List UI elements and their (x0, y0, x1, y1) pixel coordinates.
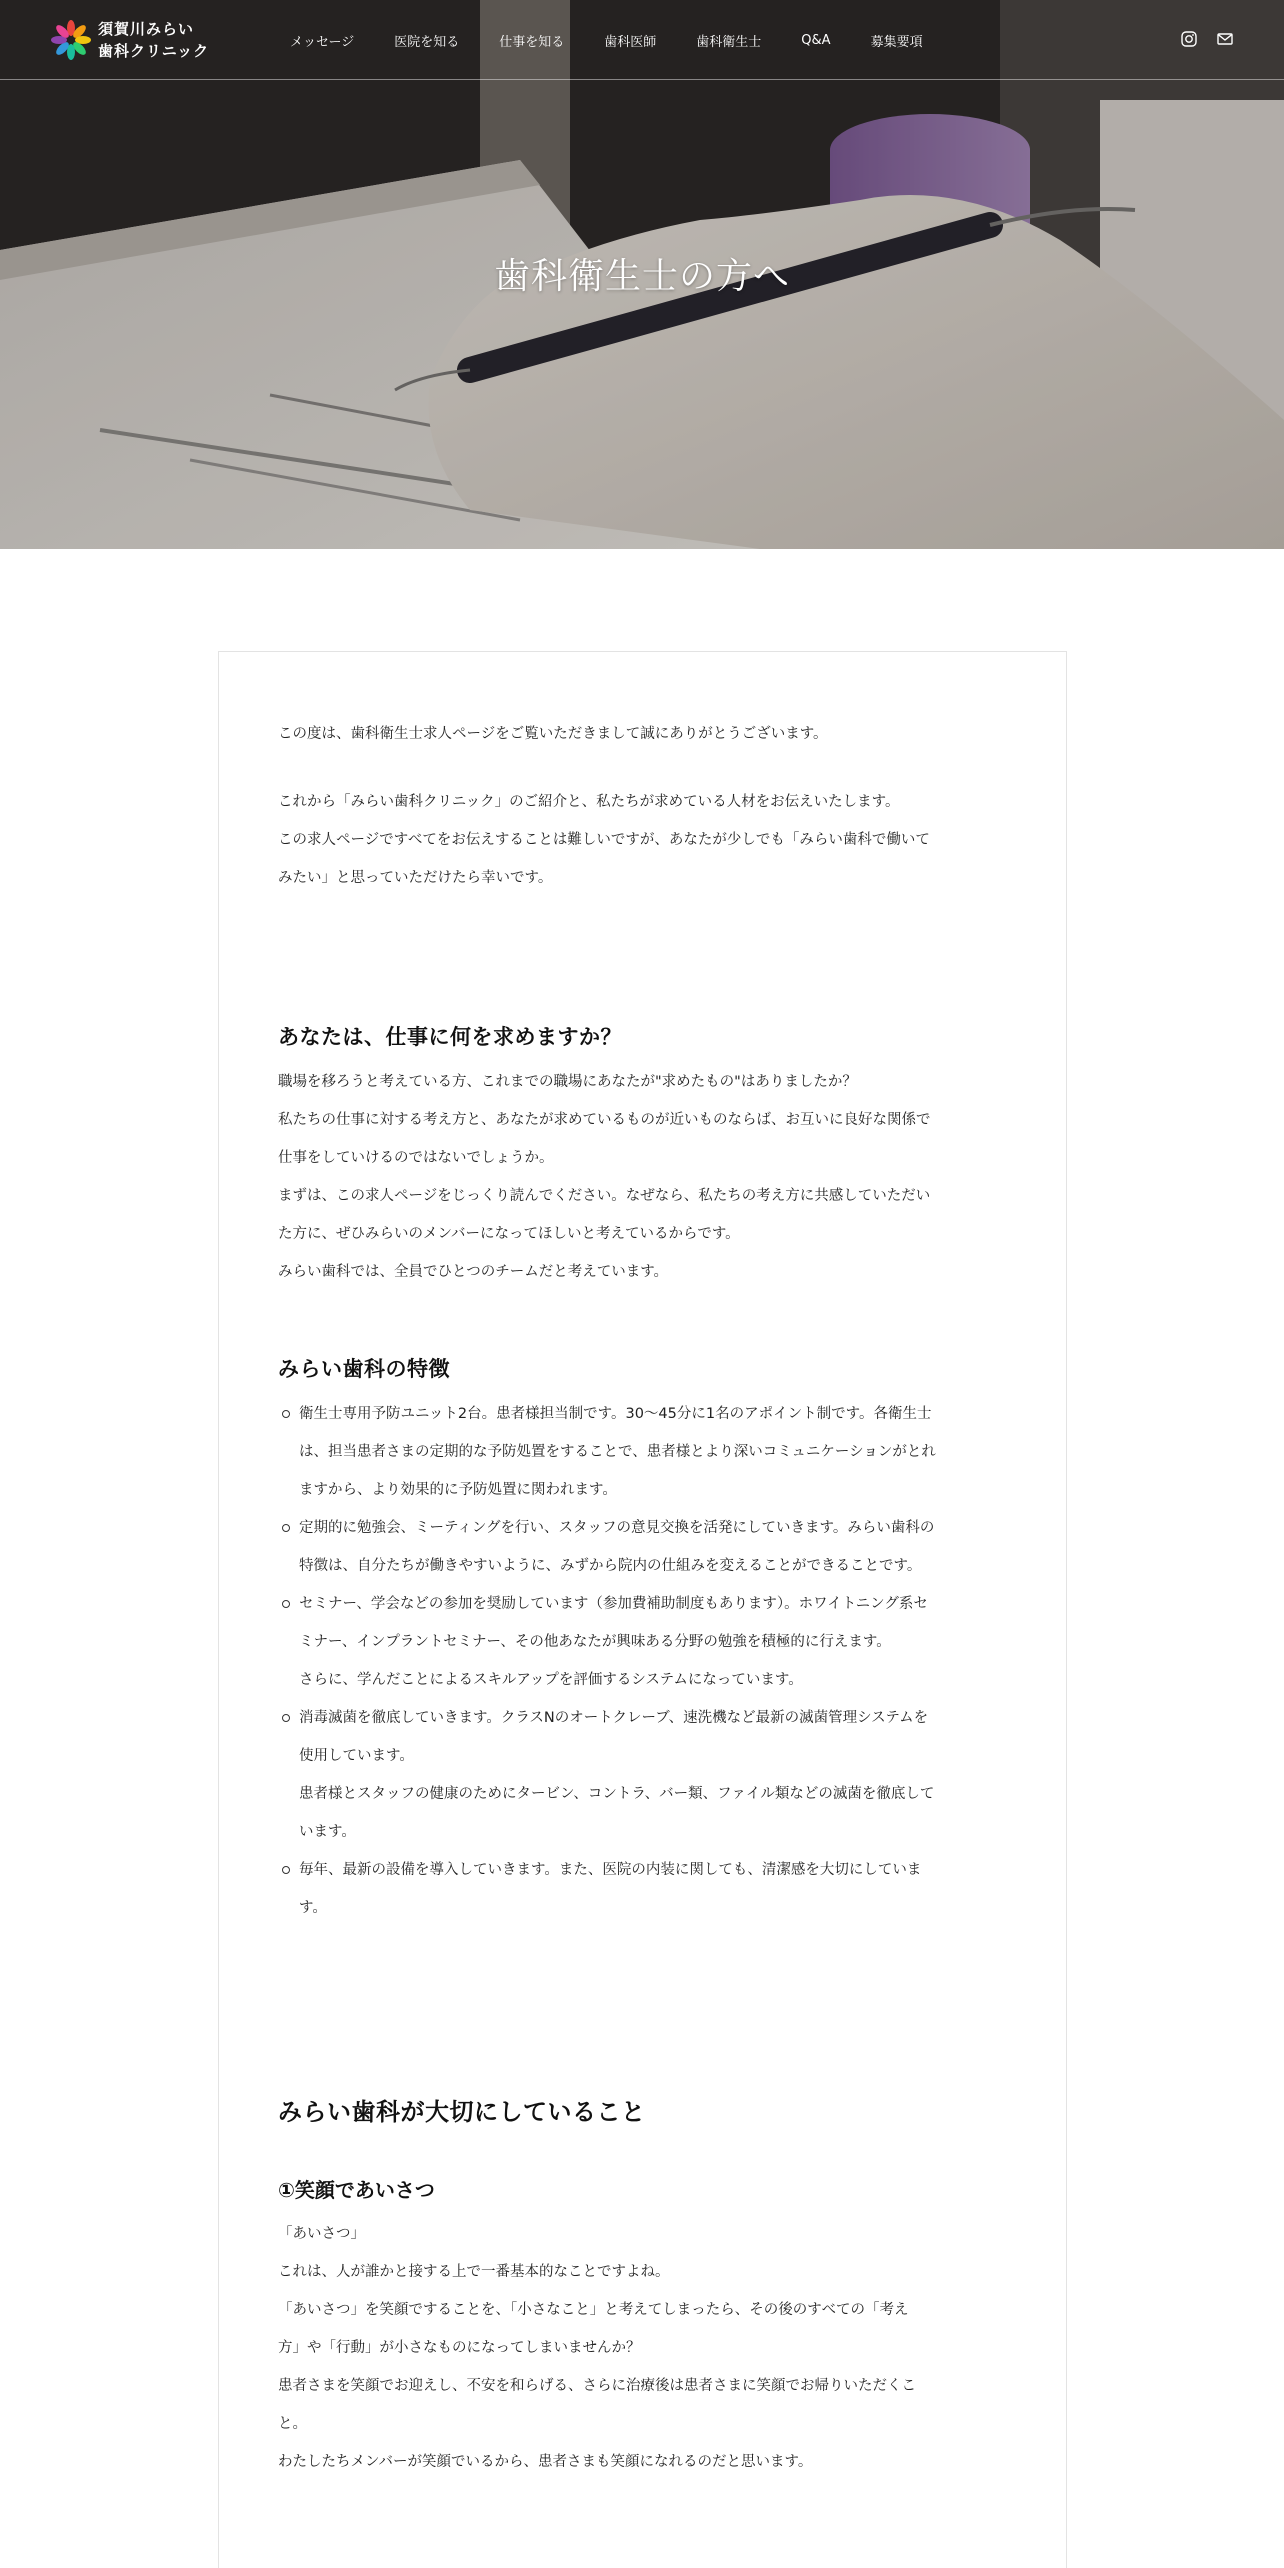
content-body (278, 715, 1008, 2481)
nav-item-about-clinic[interactable]: 医院を知る (394, 34, 460, 50)
body-line: これは、人が誰かと接する上で一番基本的なことですよね。 (278, 2264, 670, 2280)
list-item: 消毒滅菌を徹底していきます。クラスNのオートクレーブ、速洗機など最新の滅菌管理システムを 使用しています。 患者様とスタッフの健康のためにタービン、コントラ、バー類、ファイル類などの滅菌を徹底して います。 (278, 1699, 1008, 1851)
nav-item-hygienist[interactable]: 歯科衛生士 (696, 34, 762, 50)
hero-banner (0, 0, 1284, 549)
clinic-logo[interactable] (50, 18, 209, 62)
page-title: 歯科衛生士の方へ (493, 256, 790, 297)
body-line: 方」や「行動」が小さなものになってしまいませんか？ (278, 2340, 641, 2356)
section-heading-values: みらい歯科が大切にしていること (278, 2098, 646, 2126)
body-line: 職場を移ろうと考えている方、これまでの職場にあなたが"求めたもの"はありましたか？ (278, 1074, 857, 1090)
body-line: 「あいさつ」を笑顔ですることを、「小さなこと」と考えてしまったら、その後のすべての「考え (278, 2302, 909, 2318)
section-heading-features: みらい歯科の特徴 (278, 1357, 450, 1381)
social-links (1180, 30, 1234, 48)
subsection-heading-smile-greeting: ①笑顔であいさつ (278, 2178, 435, 2202)
body-line: と。 (278, 2416, 307, 2432)
instagram-icon[interactable] (1180, 30, 1198, 48)
section-heading-what-you-seek: あなたは、仕事に何を求めますか？ (278, 1025, 622, 1049)
body-line: た方に、ぜひみらいのメンバーになってほしいと考えているからです。 (278, 1226, 740, 1242)
nav-item-message[interactable]: メッセージ (290, 34, 355, 50)
body-line: 仕事をしていけるのではないでしょうか。 (278, 1150, 554, 1166)
body-line: みらい歯科では、全員でひとつのチームだと考えています。 (278, 1264, 669, 1280)
flower-logo-icon (50, 19, 92, 61)
body-line: わたしたちメンバーが笑顔でいるから、患者さまも笑顔になれるのだと思います。 (278, 2454, 813, 2470)
site-header (0, 0, 1284, 80)
intro-paragraph-3a: この求人ページですべてをお伝えすることは難しいですが、あなたが少しでも「みらい歯科で働いて (278, 832, 930, 848)
nav-item-recruitment[interactable]: 募集要項 (870, 34, 923, 50)
section-what-you-seek-body (278, 1063, 1008, 1291)
list-item: 定期的に勉強会、ミーティングを行い、スタッフの意見交換を活発にしていきます。みらい歯科の 特徴は、自分たちが働きやすいように、みずから院内の仕組みを変えることができることです。 (278, 1509, 1008, 1585)
list-item: 衛生士専用予防ユニット2台。患者様担当制です。30〜45分に1名のアポイント制です。各衛生士 は、担当患者さまの定期的な予防処置をすることで、患者様とより深いコミュニケーションがとれ ますから、より効果的に予防処置に関われます。 (278, 1395, 1008, 1509)
nav-item-dentist[interactable]: 歯科医師 (604, 34, 657, 50)
mail-icon[interactable] (1216, 30, 1234, 48)
features-list (278, 1395, 1008, 1927)
nav-item-qa[interactable]: Q&A (801, 32, 831, 48)
clinic-name (98, 18, 209, 62)
intro-paragraph-1: この度は、歯科衛生士求人ページをご覧いただきまして誠にありがとうございます。 (278, 726, 828, 742)
nav-item-about-work[interactable]: 仕事を知る (499, 34, 565, 50)
content-card (218, 651, 1067, 2568)
intro-paragraph-2: これから「みらい歯科クリニック」のご紹介と、私たちが求めている人材をお伝えいたします。 (278, 794, 900, 810)
clinic-name-line1: 須賀川みらい (98, 20, 195, 38)
list-item: セミナー、学会などの参加を奨励しています（参加費補助制度もあります）。ホワイトニング系セ ミナー、インプラントセミナー、その他あなたが興味ある分野の勉強を積極的に行えます。 さらに、学んだことによるスキルアップを評価するシステムになっています。 (278, 1585, 1008, 1699)
body-line: まずは、この求人ページをじっくり読んでください。なぜなら、私たちの考え方に共感していただい (278, 1188, 931, 1204)
list-item: 毎年、最新の設備を導入していきます。また、医院の内装に関しても、清潔感を大切にしていま す。 (278, 1851, 1008, 1927)
subsection-smile-greeting-body (278, 2215, 1008, 2481)
clinic-name-line2: 歯科クリニック (98, 42, 210, 60)
intro-paragraph-3b: みたい」と思っていただけたら幸いです。 (278, 870, 553, 886)
body-line: 「あいさつ」 (278, 2226, 365, 2242)
body-line: 私たちの仕事に対する考え方と、あなたが求めているものが近いものならば、お互いに良好な関係で (278, 1112, 931, 1128)
main-nav (290, 0, 963, 80)
body-line: 患者さまを笑顔でお迎えし、不安を和らげる、さらに治療後は患者さまに笑顔でお帰りいただくこ (278, 2378, 916, 2394)
